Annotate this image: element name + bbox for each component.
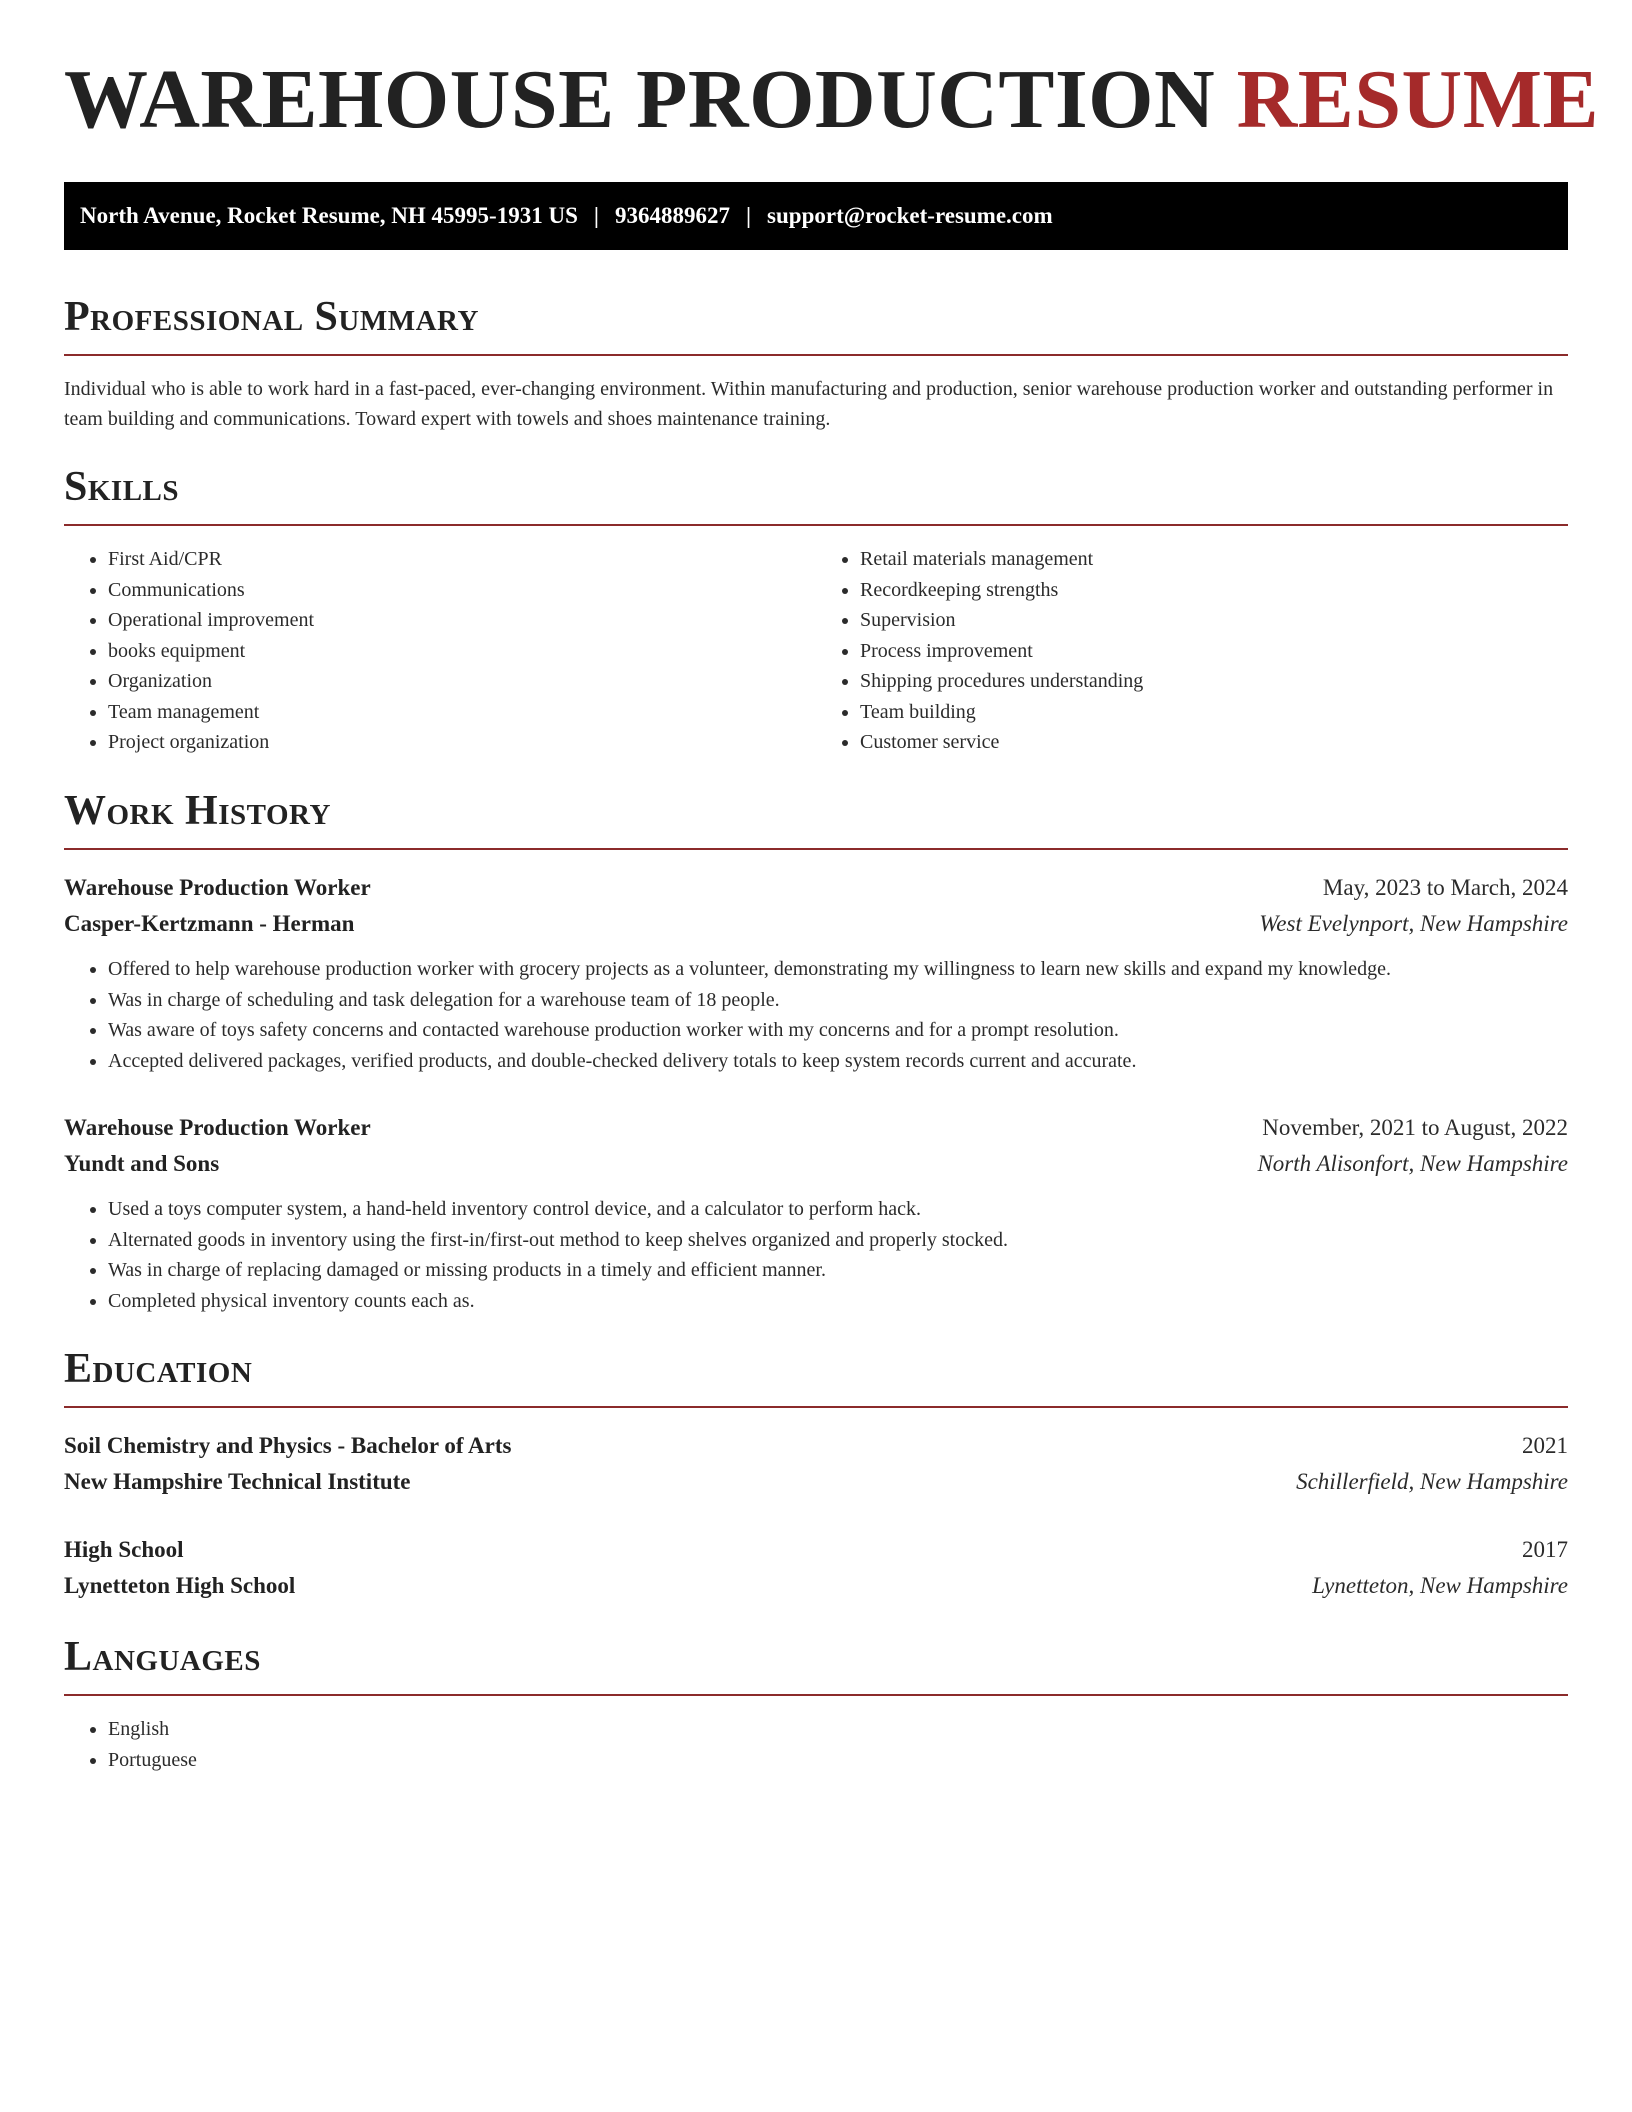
job-duty: • Was in charge of replacing damaged or missing products in a timely and efficient manner.	[108, 1255, 1568, 1286]
skill-item: • Organization	[108, 666, 816, 697]
job-duty: • Was in charge of scheduling and task delegation for a warehouse team of 18 people.	[108, 985, 1568, 1016]
contact-address: North Avenue, Rocket Resume, NH 45995-1931 US	[80, 203, 578, 228]
job-duties	[64, 1194, 1568, 1316]
education-heading: Education	[64, 1346, 253, 1393]
job-location: North Alisonfort, New Hampshire	[1257, 1151, 1568, 1177]
languages-section	[64, 1634, 1568, 1775]
skill-item: • books equipment	[108, 636, 816, 667]
language-item: • English	[108, 1714, 1568, 1745]
education-location: Lynetteton, New Hampshire	[1312, 1573, 1568, 1599]
resume-title	[64, 0, 1600, 146]
job-dates: November, 2021 to August, 2022	[1262, 1115, 1568, 1141]
education-entry	[64, 1428, 1568, 1500]
education-degree: High School	[64, 1537, 184, 1563]
skills-grid	[64, 526, 1568, 758]
contact-bar	[64, 182, 1568, 250]
job-dates: May, 2023 to March, 2024	[1322, 875, 1568, 901]
skill-item: • Supervision	[860, 605, 1568, 636]
skill-item: • Recordkeeping strengths	[860, 575, 1568, 606]
job-title: Warehouse Production Worker	[64, 1115, 371, 1141]
section-divider	[64, 1406, 1568, 1408]
section-divider	[64, 1694, 1568, 1696]
job-company: Casper-Kertzmann - Herman	[64, 911, 355, 937]
skills-list-left	[64, 544, 816, 758]
skills-heading: Skills	[64, 464, 180, 511]
work-history-heading: Work History	[64, 787, 331, 834]
summary-heading: Professional Summary	[64, 294, 479, 340]
job-company: Yundt and Sons	[64, 1151, 220, 1177]
education-degree: Soil Chemistry and Physics - Bachelor of Arts	[64, 1433, 512, 1459]
work-history-section	[64, 788, 1568, 1316]
job-entry	[64, 1110, 1568, 1316]
education-degree-row	[64, 1428, 1568, 1464]
section-divider	[64, 354, 1568, 356]
skill-item: • Team management	[108, 697, 816, 728]
job-duty: • Alternated goods in inventory using the first-in/first-out method to keep shelves organized and properly stocked.	[108, 1225, 1568, 1256]
skills-section	[64, 464, 1568, 758]
summary-section	[64, 294, 1568, 434]
summary-text: Individual who is able to work hard in a fast-paced, ever-changing environment. Within manufacturing and production, senior warehouse production worker and outstanding performer in team building and communications. Toward expert with towels and shoes maintenance training.	[64, 378, 1554, 431]
job-company-row	[64, 1146, 1568, 1182]
education-year: 2021	[1522, 1433, 1568, 1459]
education-school: New Hampshire Technical Institute	[64, 1469, 411, 1495]
job-duty: • Completed physical inventory counts each as.	[108, 1286, 1568, 1317]
languages-list	[64, 1714, 1568, 1775]
job-duty: • Used a toys computer system, a hand-held inventory control device, and a calculator to perform hack.	[108, 1194, 1568, 1225]
education-school: Lynetteton High School	[64, 1573, 296, 1599]
contact-phone[interactable]: 9364889627	[614, 203, 730, 228]
language-item: • Portuguese	[108, 1745, 1568, 1776]
languages-heading: Languages	[64, 1634, 261, 1681]
education-school-row	[64, 1568, 1568, 1604]
contact-separator: |	[745, 203, 752, 228]
job-duty: • Accepted delivered packages, verified products, and double-checked delivery totals to keep system records current and accurate.	[108, 1046, 1568, 1077]
title-main: WAREHOUSE PRODUCTION	[64, 53, 1216, 146]
skill-item: • Team building	[860, 697, 1568, 728]
contact-email[interactable]: support@rocket-resume.com	[767, 203, 1053, 228]
job-header-row	[64, 870, 1568, 906]
skill-item: • Shipping procedures understanding	[860, 666, 1568, 697]
job-entry	[64, 870, 1568, 1076]
education-section	[64, 1346, 1568, 1604]
job-duty: • Offered to help warehouse production worker with grocery projects as a volunteer, demonstrating my willingness to learn new skills and expand my knowledge.	[108, 954, 1568, 985]
job-duty: • Was aware of toys safety concerns and contacted warehouse production worker with my concerns and for a prompt resolution.	[108, 1015, 1568, 1046]
job-title: Warehouse Production Worker	[64, 875, 371, 901]
education-location: Schillerfield, New Hampshire	[1296, 1469, 1568, 1495]
skill-item: • Process improvement	[860, 636, 1568, 667]
job-header-row	[64, 1110, 1568, 1146]
skill-item: • Project organization	[108, 727, 816, 758]
job-company-row	[64, 906, 1568, 942]
job-location: West Evelynport, New Hampshire	[1259, 911, 1568, 937]
education-year: 2017	[1522, 1537, 1568, 1563]
job-duties	[64, 954, 1568, 1076]
title-accent: RESUME	[1236, 53, 1600, 146]
section-divider	[64, 848, 1568, 850]
skill-item: • Communications	[108, 575, 816, 606]
skill-item: • Customer service	[860, 727, 1568, 758]
skill-item: • Retail materials management	[860, 544, 1568, 575]
education-entry	[64, 1532, 1568, 1604]
skills-list-right	[816, 544, 1568, 758]
contact-separator: |	[593, 203, 599, 228]
skill-item: • Operational improvement	[108, 605, 816, 636]
skill-item: • First Aid/CPR	[108, 544, 816, 575]
education-school-row	[64, 1464, 1568, 1500]
education-degree-row	[64, 1532, 1568, 1568]
